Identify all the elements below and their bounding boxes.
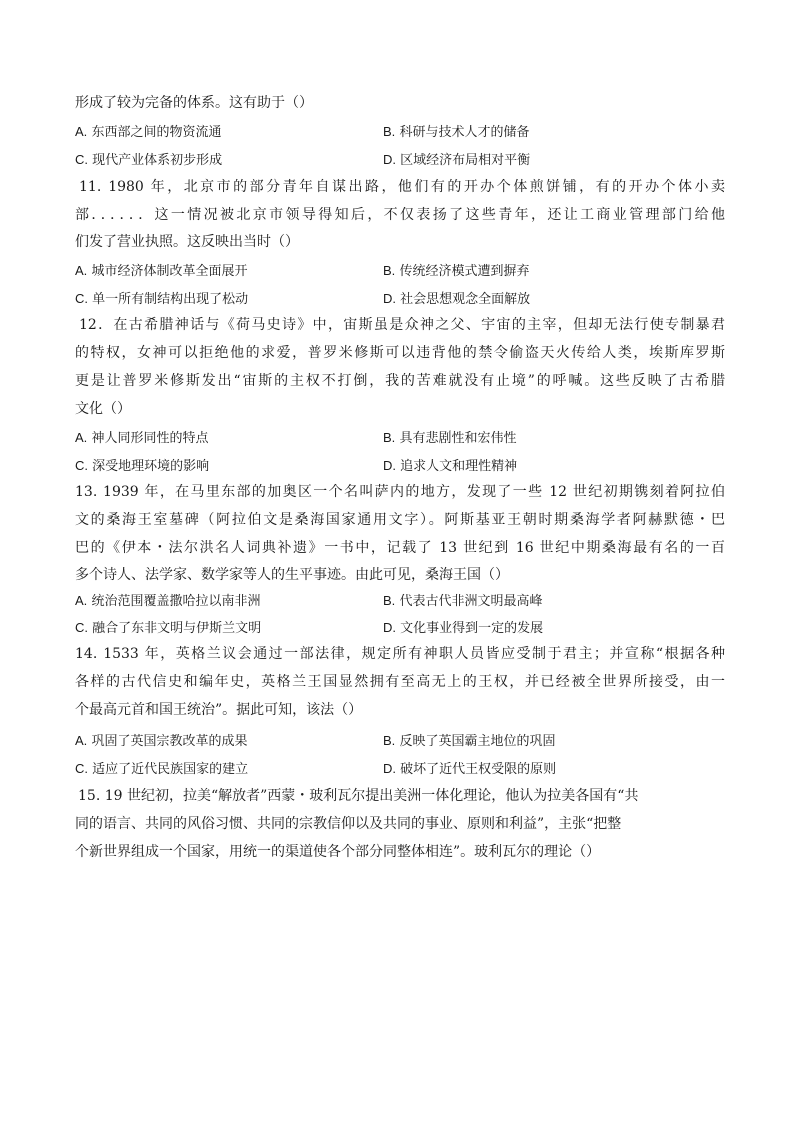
q12-option-c[interactable]: C. 深受地理环境的影响: [75, 458, 210, 474]
option-c[interactable]: C. 现代产业体系初步形成: [75, 152, 223, 168]
q14-stem-line-2: 各样的古代信史和编年史，英格兰王国显然拥有至高无上的王权，并已经被全世界所接受，由一: [75, 674, 725, 690]
q12-stem-line-1: 12．在古希腊神话与《荷马史诗》中，宙斯虽是众神之父、宇宙的主宰，但却无法行使专制暴君: [79, 317, 725, 333]
q14-stem-line-3: 个最高元首和国王统治”。据此可知，该法（）: [75, 702, 363, 718]
q15-stem-line-2: 同的语言、共同的风俗习惯、共同的宗教信仰以及共同的事业、原则和利益”，主张“把整: [75, 816, 622, 832]
option-a[interactable]: A. 东西部之间的物资流通: [75, 124, 222, 140]
q11-option-b[interactable]: B. 传统经济模式遭到摒弃: [383, 263, 530, 279]
q11-stem-line-2: 部．．．．．．这一情况被北京市领导得知后，不仅表扬了这些青年，还让工商业管理部门给他: [75, 207, 725, 223]
q12-option-d[interactable]: D. 追求人文和理性精神: [383, 458, 518, 474]
q12-stem-line-2: 的特权，女神可以拒绝他的求爱，普罗米修斯可以违背他的禁令偷盗天火传给人类，埃斯库罗斯: [75, 345, 725, 361]
q12-option-a[interactable]: A. 神人同形同性的特点: [75, 430, 209, 446]
q11-option-d[interactable]: D. 社会思想观念全面解放: [383, 291, 531, 307]
q11-stem-line-1: 11. 1980 年，北京市的部分青年自谋出路，他们有的开办个体煎饼铺，有的开办个体小卖: [79, 179, 725, 195]
q13-option-a[interactable]: A. 统治范围覆盖撒哈拉以南非洲: [75, 593, 261, 609]
q15-stem-line-3: 个新世界组成一个国家，用统一的渠道使各个部分同整体相连”。玻利瓦尔的理论（）: [75, 844, 601, 860]
q14-option-d[interactable]: D. 破坏了近代王权受限的原则: [383, 761, 557, 777]
q11-option-c[interactable]: C. 单一所有制结构出现了松动: [75, 291, 249, 307]
q12-option-b[interactable]: B. 具有悲剧性和宏伟性: [383, 430, 517, 446]
q11-option-a[interactable]: A. 城市经济体制改革全面展开: [75, 263, 248, 279]
q14-option-a[interactable]: A. 巩固了英国宗教改革的成果: [75, 733, 248, 749]
q13-option-c[interactable]: C. 融合了东非文明与伊斯兰文明: [75, 620, 262, 636]
q15-stem-line-1: 15. 19 世纪初，拉美“解放者”西蒙・玻利瓦尔提出美洲一体化理论，他认为拉美各国有“共: [78, 788, 639, 804]
q12-stem-line-4: 文化（）: [75, 401, 131, 417]
q13-option-d[interactable]: D. 文化事业得到一定的发展: [383, 620, 544, 636]
q14-option-c[interactable]: C. 适应了近代民族国家的建立: [75, 761, 249, 777]
q14-option-b[interactable]: B. 反映了英国霸主地位的巩固: [383, 733, 556, 749]
q13-stem-line-4: 多个诗人、法学家、数学家等人的生平事迹。由此可见，桑海王国（）: [75, 567, 509, 583]
question-stem-continuation: 形成了较为完备的体系。这有助于（）: [75, 95, 313, 111]
q14-stem-line-1: 14. 1533 年，英格兰议会通过一部法律，规定所有神职人员皆应受制于君主；并宣称“根据各种: [75, 646, 725, 662]
q13-option-b[interactable]: B. 代表古代非洲文明最高峰: [383, 593, 543, 609]
option-b[interactable]: B. 科研与技术人才的储备: [383, 124, 530, 140]
q13-stem-line-1: 13. 1939 年，在马里东部的加奥区一个名叫萨内的地方，发现了一些 12 世纪初期镌刻着阿拉伯: [75, 484, 725, 500]
q12-stem-line-3: 更是让普罗米修斯发出“宙斯的主权不打倒，我的苦难就没有止境”的呼喊。这些反映了古希腊: [75, 373, 725, 389]
option-d[interactable]: D. 区域经济布局相对平衡: [383, 152, 531, 168]
q11-stem-line-3: 们发了营业执照。这反映出当时（）: [75, 234, 299, 250]
q13-stem-line-3: 巴的《伊本・法尔洪名人词典补遗》一书中，记载了 13 世纪到 16 世纪中期桑海最有名的一百: [75, 540, 725, 556]
q13-stem-line-2: 文的桑海王室墓碑（阿拉伯文是桑海国家通用文字）。阿斯基亚王朝时期桑海学者阿赫默德・巴: [75, 512, 725, 528]
